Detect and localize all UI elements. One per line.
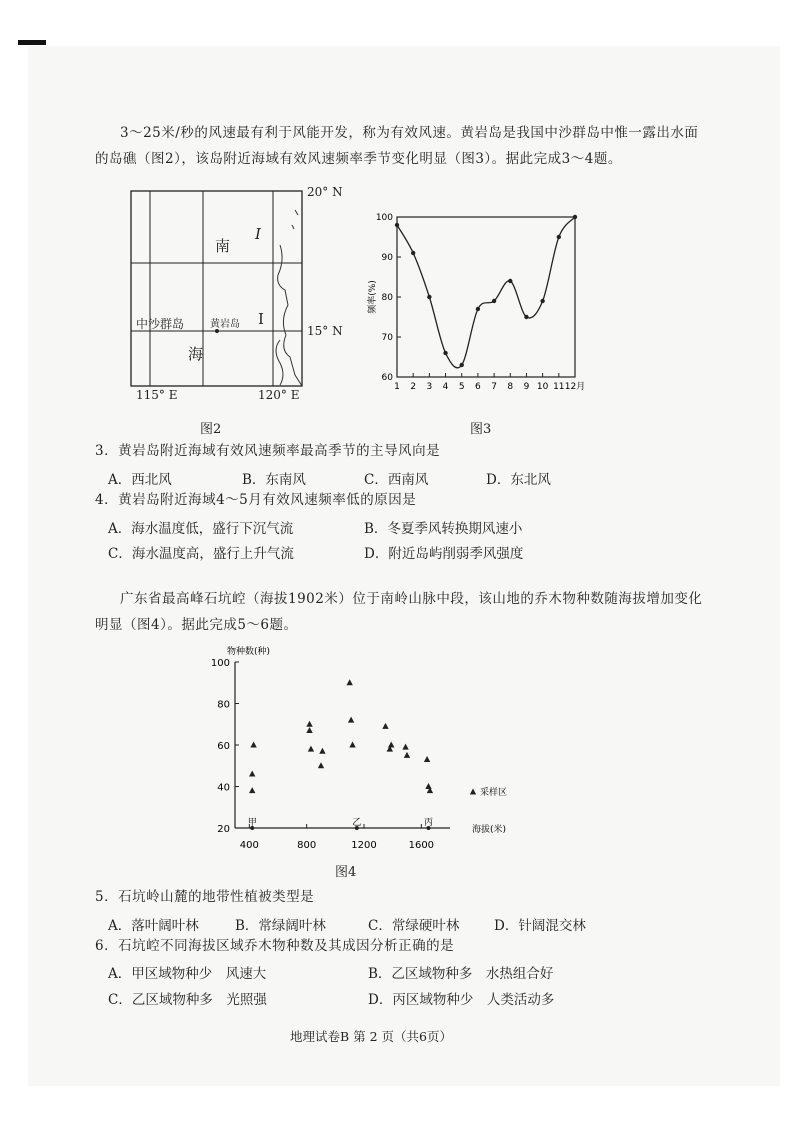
map-label-hai: 海 [188,345,204,363]
page-footer: 地理试卷B 第 2 页（共6页） [290,1029,453,1044]
chart3-xtick-label: 2 [410,382,417,392]
chart4-xlabel: 海拔(米) [472,825,507,835]
q3-option-d: D．东北风 [486,472,551,488]
chart4-point [402,744,408,750]
figure-4-caption: 图4 [335,865,357,880]
chart3-series-line [397,217,575,368]
chart4-point [250,742,256,748]
q6-option-c: C．乙区域物种多 光照强 [108,992,267,1008]
chart3-xtick-label: 7 [491,382,497,392]
chart4-zone-label: 丙 [423,818,434,828]
chart3-point [573,215,577,219]
chart3-point [492,299,496,303]
chart3-point [411,251,415,255]
chart3-xtick-label: 6 [475,382,481,392]
chart4-xtick-label: 1600 [408,840,435,851]
map-label-huangyan: 黄岩岛 [210,319,240,330]
figure-3-chart [365,205,600,405]
map-lat-20: 20° N [307,185,343,199]
chart4-legend-label: 采样区 [480,788,508,798]
chart4-ytick-label: 100 [210,658,230,669]
q4-option-a: A．海水温度低，盛行下沉气流 [108,521,294,537]
q3-option-c: C．西南风 [364,472,429,488]
figure-3-caption: 图3 [470,422,492,437]
chart3-xtick-label: 10 [536,382,549,392]
figure-2-caption: 图2 [200,422,222,437]
chart3-xtick-label: 5 [458,382,465,392]
chart3-point [540,299,544,303]
map-lat-15: 15° N [307,324,343,338]
page-corner-mark [18,40,46,45]
chart4-point [424,756,430,762]
chart3-xtick-label: 12月 [564,382,586,392]
chart4-xtick-label: 1200 [351,840,377,851]
intro2-line2: 明显（图4）。据此完成5～6题。 [95,617,298,633]
chart4-point [346,679,352,685]
q4-stem: 4．黄岩岛附近海域4～5月有效风速频率低的原因是 [95,492,417,508]
q3-option-a: A．西北风 [108,472,172,488]
q3-option-b: B．东南风 [242,472,306,488]
q5-option-c: C．常绿硬叶林 [368,918,460,934]
chart4-zone-label: 甲 [247,818,257,828]
figure-4-chart [195,640,535,855]
chart4-xtick-label: 400 [239,840,259,851]
chart3-point [427,295,431,299]
chart3-point [460,363,464,367]
chart3-xtick-label: 11 [553,382,565,392]
q4-option-d: D．附近岛屿削弱季风强度 [364,546,524,562]
chart4-point [404,752,410,758]
chart4-point [382,723,388,729]
chart3-point [395,223,399,227]
q5-option-a: A．落叶阔叶林 [108,918,199,934]
chart3-ytick-label: 90 [381,253,393,263]
chart4-point [306,727,312,733]
chart4-point [306,721,312,727]
chart4-xtick-label: 800 [297,840,317,851]
intro1-line2: 的岛礁（图2），该岛附近海域有效风速频率季节变化明显（图3）。据此完成3～4题。 [95,151,622,167]
q5-option-d: D．针阔混交林 [494,918,586,934]
chart3-frame [397,217,575,377]
chart4-point [308,746,314,752]
chart4-point [319,748,325,754]
map-mark-1: Ⅰ [255,225,261,243]
chart3-point [557,235,561,239]
map-lon-115: 115° E [136,388,178,402]
chart3-xtick-label: 8 [507,382,514,392]
chart3-point [476,307,480,311]
chart4-point [249,771,255,777]
chart4-ytick-label: 20 [217,824,230,835]
chart3-xtick-label: 1 [394,382,400,392]
q5-option-b: B．常绿阔叶林 [235,918,326,934]
chart4-ylabel: 物种数(种) [227,647,271,657]
chart4-point [388,742,394,748]
q4-option-b: B．冬夏季风转换期风速小 [364,521,523,537]
chart3-xtick-label: 9 [523,382,530,392]
chart3-xtick-label: 4 [442,382,449,392]
q6-option-b: B．乙区域物种多 水热组合好 [368,966,554,982]
chart3-ytick-label: 80 [381,293,393,303]
map-label-zhongsha: 中沙群岛 [136,317,185,331]
chart4-point [425,783,431,789]
chart3-point [443,351,447,355]
chart4-point [349,742,355,748]
chart3-ylabel: 频率(%) [368,280,378,314]
chart4-ytick-label: 40 [217,782,230,794]
chart4-zone-label: 乙 [352,818,362,828]
chart3-xtick-label: 3 [426,382,433,392]
chart4-point [348,717,354,723]
chart4-legend-marker [470,789,476,795]
q5-stem: 5．石坑岭山麓的地带性植被类型是 [95,889,315,905]
chart3-ytick-label: 100 [375,213,393,223]
chart3-ytick-label: 70 [381,333,393,343]
chart4-ytick-label: 60 [217,741,230,752]
map-lon-120: 120° E [258,388,300,402]
map-mark-2: Ⅰ [258,310,264,328]
map-label-nan: 南 [215,237,231,255]
q4-option-c: C．海水温度高，盛行上升气流 [108,546,294,562]
q3-stem: 3．黄岩岛附近海域有效风速频率最高季节的主导风向是 [95,443,441,459]
chart4-point [318,762,324,768]
q6-option-d: D．丙区域物种少 人类活动多 [368,992,555,1008]
chart4-ytick-label: 80 [217,699,230,711]
q6-option-a: A．甲区域物种少 风速大 [108,966,267,982]
chart3-point [524,315,528,319]
q6-stem: 6．石坑崆不同海拔区域乔木物种数及其成因分析正确的是 [95,938,455,954]
figure-2-map [130,185,350,405]
intro1-line1: 3～25米/秒的风速最有利于风能开发，称为有效风速。黄岩岛是我国中沙群岛中惟一露出水面 [120,125,699,141]
chart4-point [249,787,255,793]
intro2-line1: 广东省最高峰石坑崆（海拔1902米）位于南岭山脉中段，该山地的乔木物种数随海拔增加变化 [120,591,703,607]
chart3-point [508,279,512,283]
chart3-ytick-label: 60 [381,373,393,383]
